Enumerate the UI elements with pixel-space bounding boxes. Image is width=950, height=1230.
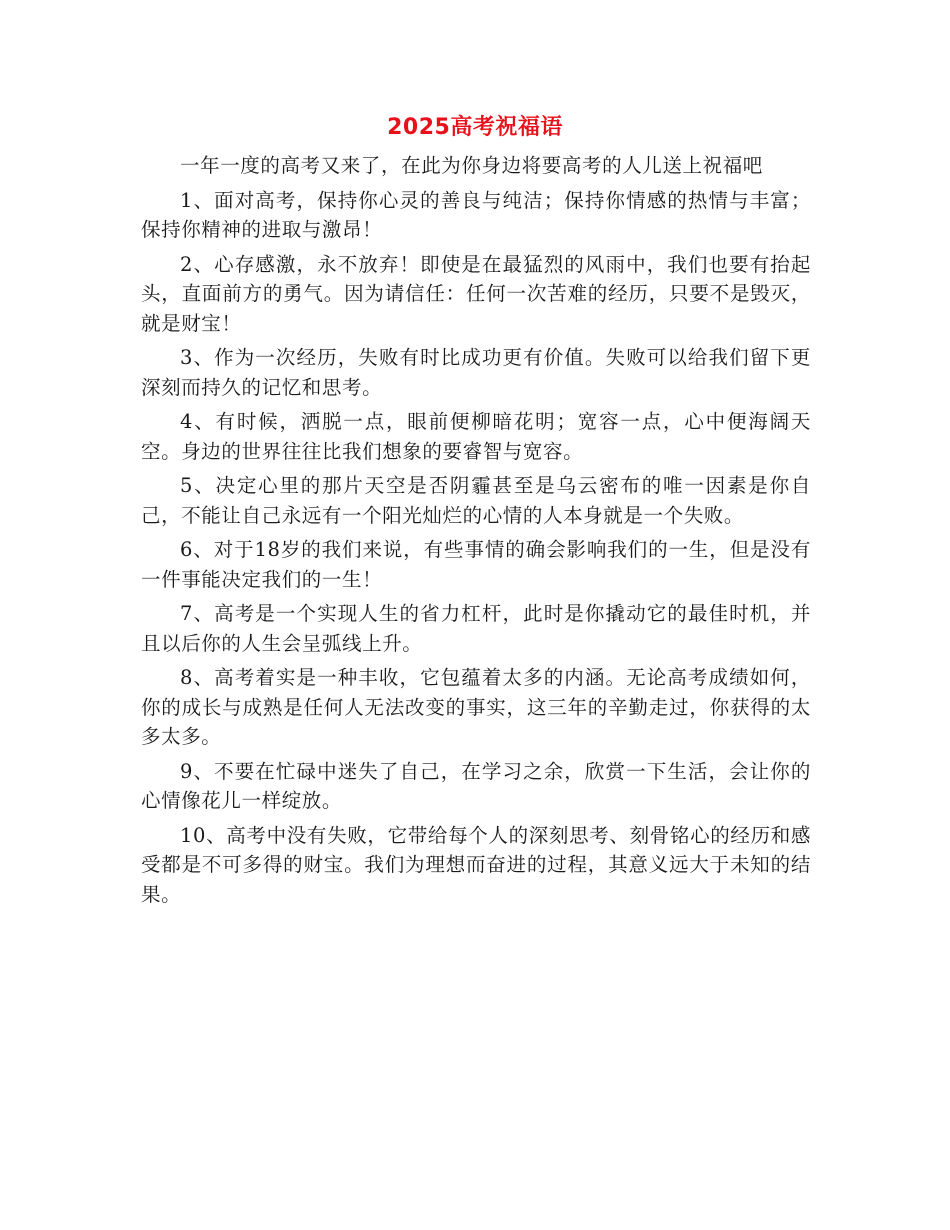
blessing-paragraph-7: 7、高考是一个实现人生的省力杠杆，此时是你撬动它的最佳时机，并且以后你的人生会呈弧线上升。 [141,602,811,655]
blessing-paragraph-2: 2、心存感激，永不放弃！即使是在最猛烈的风雨中，我们也要有抬起头，直面前方的勇气。因为请信任：任何一次苦难的经历，只要不是毁灭，就是财宝！ [141,252,811,335]
blessing-paragraph-10: 10、高考中没有失败，它带给每个人的深刻思考、刻骨铭心的经历和感受都是不可多得的财宝。我们为理想而奋进的过程，其意义远大于未知的结果。 [141,823,811,906]
intro-paragraph: 一年一度的高考又来了，在此为你身边将要高考的人儿送上祝福吧 [180,154,763,177]
blessing-paragraph-3: 3、作为一次经历，失败有时比成功更有价值。失败可以给我们留下更深刻而持久的记忆和思考。 [141,346,811,399]
blessing-paragraph-6: 6、对于18岁的我们来说，有些事情的确会影响我们的一生，但是没有一件事能决定我们的一生！ [141,538,811,591]
blessing-paragraph-5: 5、决定心里的那片天空是否阴霾甚至是乌云密布的唯一因素是你自己，不能让自己永远有一个阳光灿烂的心情的人本身就是一个失败。 [141,474,811,527]
blessing-paragraph-8: 8、高考着实是一种丰收，它包蕴着太多的内涵。无论高考成绩如何，你的成长与成熟是任何人无法改变的事实，这三年的辛勤走过，你获得的太多太多。 [141,666,811,748]
document-title: 2025高考祝福语 [387,115,563,140]
blessing-paragraph-9: 9、不要在忙碌中迷失了自己，在学习之余，欣赏一下生活，会让你的心情像花儿一样绽放。 [141,759,811,812]
blessing-paragraph-4: 4、有时候，洒脱一点，眼前便柳暗花明；宽容一点，心中便海阔天空。身边的世界往往比我们想象的要睿智与宽容。 [141,410,811,463]
document-body [141,151,811,914]
blessing-paragraph-1: 1、面对高考，保持你心灵的善良与纯洁；保持你情感的热情与丰富；保持你精神的进取与激昂！ [141,188,811,241]
